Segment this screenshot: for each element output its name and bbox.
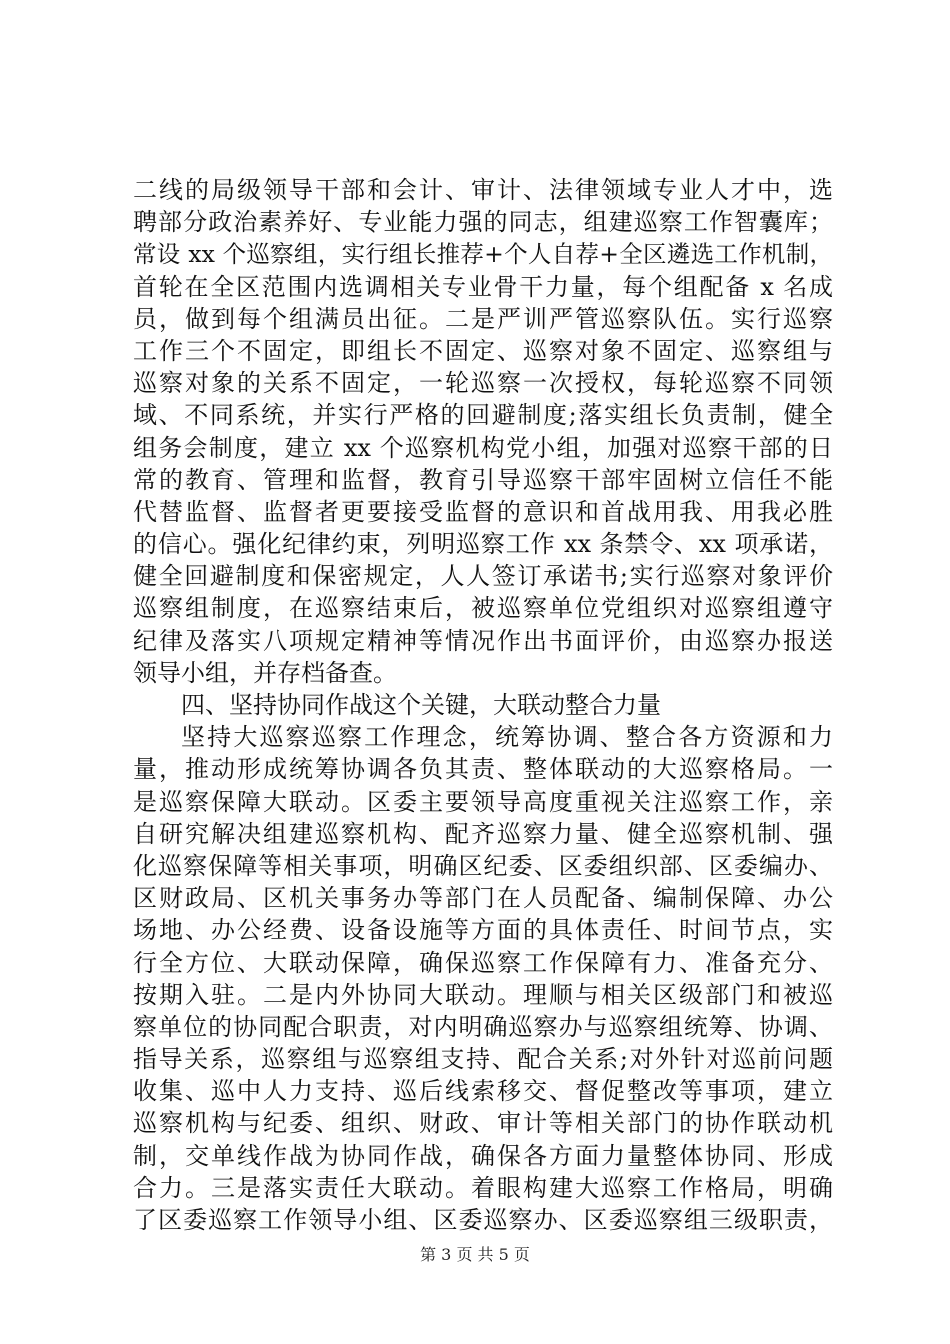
text-line: 代替监督、监督者更要接受监督的意识和首战用我、用我必胜: [133, 497, 833, 526]
text-line: 健全回避制度和保密规定，人人签订承诺书;实行巡察对象评价: [133, 562, 833, 591]
text-line: 组务会制度，建立 xx 个巡察机构党小组，加强对巡察干部的日: [133, 433, 833, 462]
text-line: 纪律及落实八项规定精神等情况作出书面评价，由巡察办报送: [133, 626, 833, 655]
text-line: 合力。三是落实责任大联动。着眼构建大巡察工作格局，明确: [133, 1173, 833, 1202]
text-line: 行全方位、大联动保障，确保巡察工作保障有力、准备充分、: [133, 948, 833, 977]
page-footer: [0, 1245, 950, 1265]
text-line: 常设 xx 个巡察组，实行组长推荐+个人自荐+全区遴选工作机制，: [133, 240, 833, 269]
text-line: 首轮在全区范围内选调相关专业骨干力量，每个组配备 x 名成: [133, 272, 833, 301]
text-line: 巡察组制度，在巡察结束后，被巡察单位党组织对巡察组遵守: [133, 594, 833, 623]
text-line: 指导关系，巡察组与巡察组支持、配合关系;对外针对巡前问题: [133, 1045, 833, 1074]
text-line: 巡察机构与纪委、组织、财政、审计等相关部门的协作联动机: [133, 1109, 833, 1138]
text-line: 场地、办公经费、设备设施等方面的具体责任、时间节点，实: [133, 916, 833, 945]
text-line: 区财政局、区机关事务办等部门在人员配备、编制保障、办公: [133, 884, 833, 913]
text-line: 的信心。强化纪律约束，列明巡察工作 xx 条禁令、xx 项承诺，: [133, 530, 833, 559]
text-line: 化巡察保障等相关事项，明确区纪委、区委组织部、区委编办、: [133, 851, 833, 880]
text-line: 领导小组，并存档备查。: [133, 658, 397, 687]
text-line: 二线的局级领导干部和会计、审计、法律领域专业人才中，选: [133, 176, 833, 204]
paragraph-2: [133, 721, 833, 1236]
text-line: 常的教育、管理和监督，教育引导巡察干部牢固树立信任不能: [133, 465, 833, 494]
text-line: 察单位的协同配合职责，对内明确巡察办与巡察组统筹、协调、: [133, 1012, 833, 1041]
text-line: 量，推动形成统筹协调各负其责、整体联动的大巡察格局。一: [133, 755, 833, 784]
text-line: 巡察对象的关系不固定，一轮巡察一次授权，每轮巡察不同领: [133, 369, 833, 398]
text-line: 员，做到每个组满员出征。二是严训严管巡察队伍。实行巡察: [133, 304, 833, 333]
text-line: 是巡察保障大联动。区委主要领导高度重视关注巡察工作，亲: [133, 787, 833, 816]
text-line: 工作三个不固定，即组长不固定、巡察对象不固定、巡察组与: [133, 336, 833, 365]
text-line: 收集、巡中人力支持、巡后线索移交、督促整改等事项，建立: [133, 1077, 833, 1106]
text-line: 自研究解决组建巡察机构、配齐巡察力量、健全巡察机制、强: [133, 819, 833, 848]
paragraph-1: [133, 174, 833, 689]
text-line: 了区委巡察工作领导小组、区委巡察办、区委巡察组三级职责，: [133, 1206, 833, 1234]
text-line: 制，交单线作战为协同作战，确保各方面力量整体协同、形成: [133, 1141, 833, 1170]
text-line: 坚持大巡察巡察工作理念，统筹协调、整合各方资源和力: [181, 723, 833, 752]
text-line: 聘部分政治素养好、专业能力强的同志，组建巡察工作智囊库；: [133, 208, 833, 237]
page-number: 第 3 页 共 5 页: [420, 1245, 530, 1264]
section-heading: 四、坚持协同作战这个关键，大联动整合力量: [181, 691, 661, 719]
document-body: [133, 174, 833, 1236]
text-line: 按期入驻。二是内外协同大联动。理顺与相关区级部门和被巡: [133, 980, 833, 1009]
text-line: 域、不同系统，并实行严格的回避制度;落实组长负责制，健全: [133, 401, 833, 430]
